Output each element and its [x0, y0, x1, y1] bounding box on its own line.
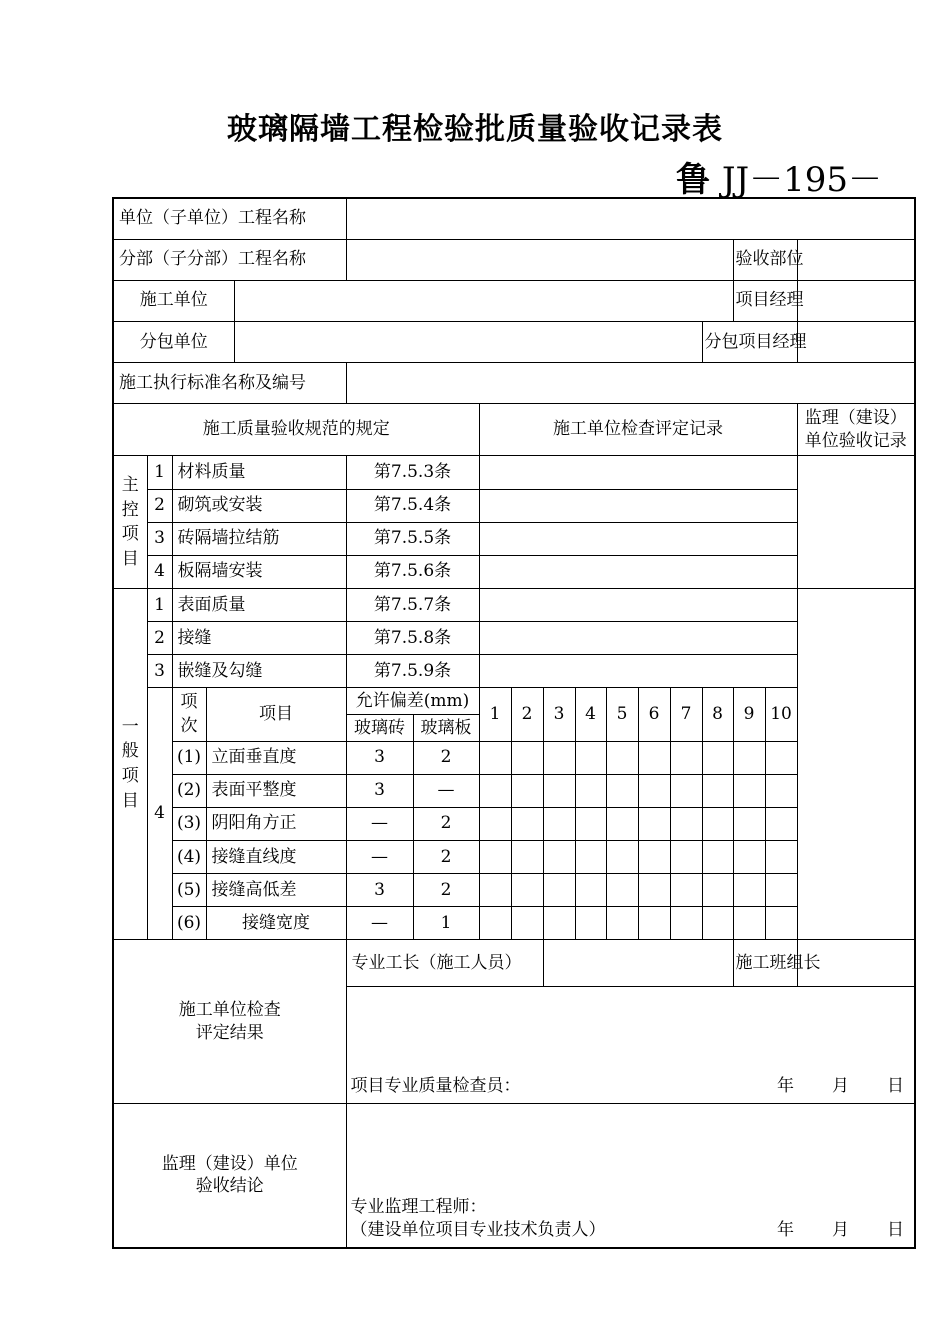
result-date: 年 月 日 [777, 1075, 905, 1096]
subcontract-unit-label: 分包单位 [113, 321, 234, 362]
construction-result-label: 施工单位检查 评定结果 [113, 940, 346, 1104]
measure-cell[interactable] [765, 807, 797, 840]
main-item-clause: 第7.5.5条 [346, 522, 479, 555]
point-header: 7 [670, 688, 702, 741]
conclusion-date: 年 月 日 [777, 1220, 905, 1241]
general-item-record[interactable] [479, 622, 797, 655]
form-code [676, 152, 882, 201]
measure-cell[interactable] [765, 774, 797, 807]
measure-cell[interactable] [511, 874, 543, 907]
measure-cell[interactable] [606, 807, 638, 840]
point-header: 9 [733, 688, 765, 741]
measure-cell[interactable] [638, 741, 670, 774]
general-item-name: 接缝 [172, 622, 346, 655]
measure-cell[interactable] [479, 741, 511, 774]
deviation-name: 接缝直线度 [206, 840, 346, 873]
supervision-column-header [797, 404, 915, 456]
subcontract-manager-field[interactable] [797, 321, 915, 362]
deviation-idx-header: 项 次 [172, 688, 206, 741]
owner-representative-label: （建设单位项目专业技术负责人） [350, 1220, 606, 1241]
measure-cell[interactable] [575, 907, 606, 940]
main-item-record[interactable] [479, 489, 797, 522]
measure-cell[interactable] [606, 774, 638, 807]
point-header: 2 [511, 688, 543, 741]
deviation-name: 立面垂直度 [206, 741, 346, 774]
measure-cell[interactable] [511, 741, 543, 774]
measure-cell[interactable] [575, 741, 606, 774]
general-item-record[interactable] [479, 588, 797, 621]
deviation-name: 表面平整度 [206, 774, 346, 807]
main-item-name: 材料质量 [172, 456, 346, 489]
quality-inspector-label: 项目专业质量检查员： [350, 1075, 521, 1096]
measure-cell[interactable] [479, 774, 511, 807]
main-item-no: 1 [147, 456, 172, 489]
supervision-header-line1: 监理（建设） [804, 407, 907, 428]
general-item-clause: 第7.5.8条 [346, 622, 479, 655]
measure-cell[interactable] [638, 807, 670, 840]
measure-cell[interactable] [670, 907, 702, 940]
glass-brick-value: — [346, 907, 413, 940]
measure-cell[interactable] [543, 741, 575, 774]
deviation-name: 阴阳角方正 [206, 807, 346, 840]
measure-cell[interactable] [702, 807, 733, 840]
form-code-prefix: 鲁 [676, 160, 710, 200]
main-item-record[interactable] [479, 555, 797, 588]
glass-board-value: 2 [413, 741, 479, 774]
measure-cell[interactable] [702, 741, 733, 774]
main-items-supervision-record[interactable] [797, 456, 915, 589]
deviation-idx: (1) [172, 741, 206, 774]
general-item-record[interactable] [479, 655, 797, 688]
deviation-name: 接缝高低差 [206, 874, 346, 907]
main-item-record[interactable] [479, 456, 797, 489]
unit-project-name-label: 单位（子单位）工程名称 [113, 198, 346, 239]
acceptance-part-label: 验收部位 [733, 239, 797, 280]
main-item-no: 4 [147, 555, 172, 588]
unit-project-name-field[interactable] [346, 198, 915, 239]
measure-cell[interactable] [511, 907, 543, 940]
deviation-idx: (3) [172, 807, 206, 840]
measure-cell[interactable] [511, 774, 543, 807]
glass-brick-value: 3 [346, 741, 413, 774]
glass-board-value: 1 [413, 907, 479, 940]
measure-cell[interactable] [606, 741, 638, 774]
measure-cell[interactable] [670, 840, 702, 873]
main-item-name: 板隔墙安装 [172, 555, 346, 588]
point-header: 5 [606, 688, 638, 741]
measure-cell[interactable] [511, 807, 543, 840]
general-items-supervision-record[interactable] [797, 588, 915, 939]
check-record-column-header: 施工单位检查评定记录 [479, 404, 797, 456]
measure-cell[interactable] [479, 907, 511, 940]
glass-board-value: — [413, 774, 479, 807]
measure-cell[interactable] [733, 741, 765, 774]
general-item-clause: 第7.5.7条 [346, 588, 479, 621]
measure-cell[interactable] [670, 741, 702, 774]
measure-cell[interactable] [670, 807, 702, 840]
foreman-field[interactable] [543, 940, 733, 987]
measure-cell[interactable] [543, 807, 575, 840]
point-header: 3 [543, 688, 575, 741]
supervision-conclusion-label: 监理（建设）单位 验收结论 [113, 1103, 346, 1248]
spec-column-header: 施工质量验收规范的规定 [113, 404, 479, 456]
construction-result-box[interactable] [346, 987, 915, 1103]
measure-cell[interactable] [733, 807, 765, 840]
measure-cell[interactable] [479, 807, 511, 840]
measure-cell[interactable] [733, 774, 765, 807]
general-item-no: 2 [147, 622, 172, 655]
deviation-idx: (2) [172, 774, 206, 807]
supervision-engineer-label: 专业监理工程师： [350, 1197, 487, 1218]
measure-cell[interactable] [765, 907, 797, 940]
measure-cell[interactable] [638, 874, 670, 907]
main-item-clause: 第7.5.4条 [346, 489, 479, 522]
general-item-name: 嵌缝及勾缝 [172, 655, 346, 688]
construction-unit-label: 施工单位 [113, 280, 234, 321]
foreman-label: 专业工长（施工人员） [346, 940, 543, 987]
supervision-conclusion-box[interactable] [346, 1103, 915, 1248]
point-header: 4 [575, 688, 606, 741]
main-item-name: 砌筑或安装 [172, 489, 346, 522]
measure-cell[interactable] [702, 774, 733, 807]
general-item-no: 3 [147, 655, 172, 688]
measure-cell[interactable] [606, 840, 638, 873]
measure-cell[interactable] [479, 840, 511, 873]
glass-brick-value: — [346, 840, 413, 873]
measure-cell[interactable] [479, 874, 511, 907]
main-item-clause: 第7.5.3条 [346, 456, 479, 489]
subcontract-manager-label: 分包项目经理 [702, 321, 797, 362]
deviation-idx: (6) [172, 907, 206, 940]
measure-cell[interactable] [765, 874, 797, 907]
subcontract-unit-field[interactable] [234, 321, 702, 362]
allow-deviation-header: 允许偏差(mm) [346, 688, 479, 715]
general-item-clause: 第7.5.9条 [346, 655, 479, 688]
main-item-name: 砖隔墙拉结筋 [172, 522, 346, 555]
main-item-clause: 第7.5.6条 [346, 555, 479, 588]
measure-cell[interactable] [765, 840, 797, 873]
inspection-record-table [112, 197, 916, 1249]
project-manager-field[interactable] [797, 280, 915, 321]
measure-cell[interactable] [575, 840, 606, 873]
glass-board-value: 2 [413, 874, 479, 907]
measure-cell[interactable] [543, 874, 575, 907]
measure-cell[interactable] [575, 807, 606, 840]
team-leader-label: 施工班组长 [733, 940, 797, 987]
sub-project-name-label: 分部（子分部）工程名称 [113, 239, 346, 280]
supervision-header-line2: 单位验收记录 [804, 430, 907, 451]
measure-cell[interactable] [733, 840, 765, 873]
measure-cell[interactable] [575, 874, 606, 907]
measure-cell[interactable] [511, 840, 543, 873]
measure-cell[interactable] [543, 907, 575, 940]
acceptance-part-field[interactable] [797, 239, 915, 280]
general-item-name: 表面质量 [172, 588, 346, 621]
glass-board-header: 玻璃板 [413, 715, 479, 741]
point-header: 10 [765, 688, 797, 741]
measure-cell[interactable] [543, 774, 575, 807]
standard-field[interactable] [346, 363, 915, 404]
sub-project-name-field[interactable] [346, 239, 733, 280]
measure-cell[interactable] [702, 874, 733, 907]
deviation-name: 接缝宽度 [206, 907, 346, 940]
construction-unit-field[interactable] [234, 280, 733, 321]
glass-brick-value: 3 [346, 774, 413, 807]
form-code-number: JJ－195－ [721, 160, 882, 200]
glass-brick-header: 玻璃砖 [346, 715, 413, 741]
measure-cell[interactable] [638, 907, 670, 940]
measure-cell[interactable] [638, 774, 670, 807]
main-item-no: 2 [147, 489, 172, 522]
measure-cell[interactable] [606, 907, 638, 940]
glass-brick-value: 3 [346, 874, 413, 907]
glass-board-value: 2 [413, 807, 479, 840]
point-header: 6 [638, 688, 670, 741]
measure-cell[interactable] [733, 907, 765, 940]
measure-cell[interactable] [733, 874, 765, 907]
measure-cell[interactable] [702, 840, 733, 873]
deviation-idx: (5) [172, 874, 206, 907]
project-manager-label: 项目经理 [733, 280, 797, 321]
deviation-idx: (4) [172, 840, 206, 873]
measure-cell[interactable] [606, 874, 638, 907]
deviation-item-header: 项目 [206, 688, 346, 741]
main-item-record[interactable] [479, 522, 797, 555]
point-header: 1 [479, 688, 511, 741]
measure-cell[interactable] [702, 907, 733, 940]
measure-cell[interactable] [638, 840, 670, 873]
deviation-item-no: 4 [147, 688, 172, 940]
general-item-no: 1 [147, 588, 172, 621]
glass-board-value: 2 [413, 840, 479, 873]
measure-cell[interactable] [765, 741, 797, 774]
measure-cell[interactable] [670, 774, 702, 807]
point-header: 8 [702, 688, 733, 741]
standard-label: 施工执行标准名称及编号 [113, 363, 346, 404]
measure-cell[interactable] [575, 774, 606, 807]
main-items-group-label: 主 控 项 目 [113, 456, 147, 589]
measure-cell[interactable] [543, 840, 575, 873]
main-item-no: 3 [147, 522, 172, 555]
general-items-group-label: 一 般 项 目 [113, 588, 147, 939]
glass-brick-value: — [346, 807, 413, 840]
form-title: 玻璃隔墙工程检验批质量验收记录表 [227, 112, 723, 147]
measure-cell[interactable] [670, 874, 702, 907]
